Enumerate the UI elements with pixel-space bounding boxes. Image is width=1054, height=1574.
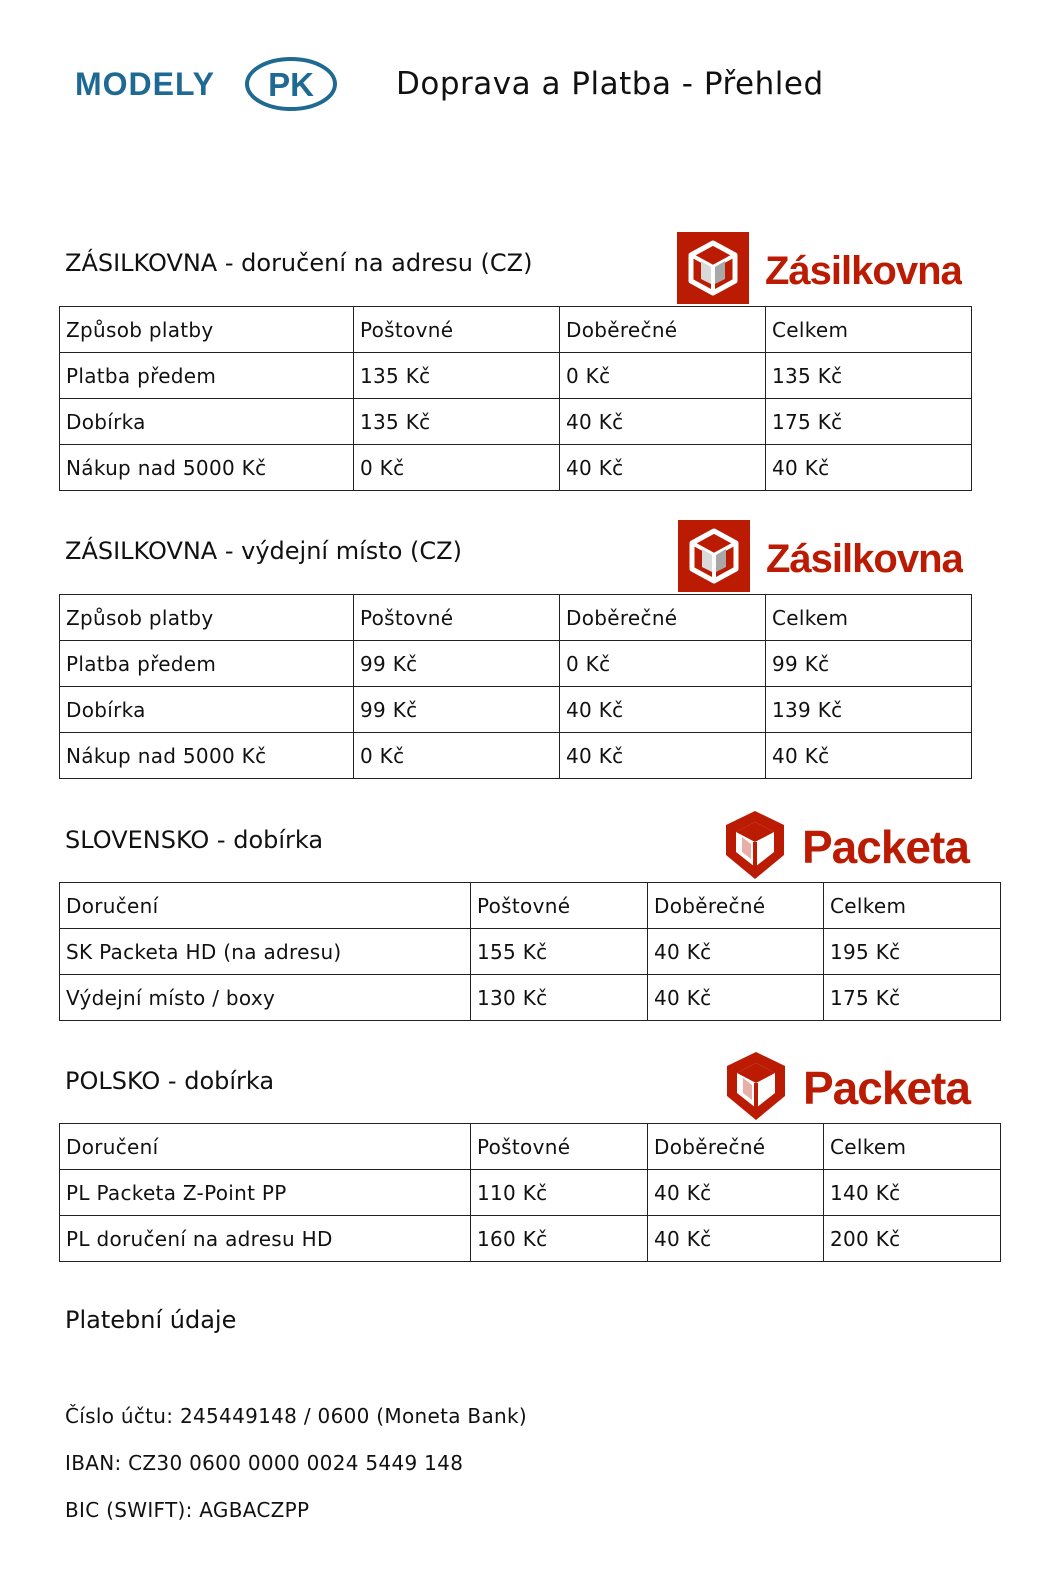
header-cell: Doručení xyxy=(60,1124,471,1170)
rates-table-zasilkovna-address xyxy=(59,306,972,491)
table-cell: 140 Kč xyxy=(824,1170,1001,1216)
section-title-polsko: POLSKO - dobírka xyxy=(65,1067,275,1095)
header-cell: Doběrečné xyxy=(648,883,824,929)
header-cell: Doručení xyxy=(60,883,471,929)
section-title-zasilkovna-address: ZÁSILKOVNA - doručení na adresu (CZ) xyxy=(65,249,533,277)
header-cell: Doběrečné xyxy=(648,1124,824,1170)
table-cell: 40 Kč xyxy=(648,1170,824,1216)
header-cell: Poštovné xyxy=(354,595,560,641)
table-cell: 40 Kč xyxy=(766,445,972,491)
table-cell: 40 Kč xyxy=(560,399,766,445)
table-cell: Dobírka xyxy=(60,687,354,733)
zasilkovna-logo-text: Zásilkovna xyxy=(766,537,963,581)
table-cell: Platba předem xyxy=(60,641,354,687)
zasilkovna-logo-text: Zásilkovna xyxy=(765,249,962,293)
table-cell: SK Packeta HD (na adresu) xyxy=(60,929,471,975)
table-cell: Platba předem xyxy=(60,353,354,399)
header-cell: Celkem xyxy=(824,1124,1001,1170)
section-title-zasilkovna-pickup: ZÁSILKOVNA - výdejní místo (CZ) xyxy=(65,537,462,565)
table-cell: 175 Kč xyxy=(766,399,972,445)
table-cell: 99 Kč xyxy=(354,687,560,733)
table-row xyxy=(60,733,972,779)
table-cell: 175 Kč xyxy=(824,975,1001,1021)
table-cell: 200 Kč xyxy=(824,1216,1001,1262)
table-cell: 0 Kč xyxy=(354,733,560,779)
table-cell: 155 Kč xyxy=(471,929,648,975)
table-cell: 139 Kč xyxy=(766,687,972,733)
packeta-logo xyxy=(723,1049,978,1123)
table-row xyxy=(60,975,1001,1021)
rates-table-polsko xyxy=(59,1123,1001,1262)
table-cell: Dobírka xyxy=(60,399,354,445)
header-cell: Způsob platby xyxy=(60,595,354,641)
table-cell: 40 Kč xyxy=(766,733,972,779)
table-row xyxy=(60,687,972,733)
packeta-logo-text: Packeta xyxy=(803,1062,970,1114)
header-cell: Poštovné xyxy=(471,883,648,929)
table-cell: 40 Kč xyxy=(560,733,766,779)
table-cell: Výdejní místo / boxy xyxy=(60,975,471,1021)
table-cell: 0 Kč xyxy=(560,641,766,687)
table-cell: 135 Kč xyxy=(354,399,560,445)
table-row xyxy=(60,1216,1001,1262)
table-cell: 110 Kč xyxy=(471,1170,648,1216)
iban: IBAN: CZ30 0600 0000 0024 5449 148 xyxy=(65,1451,464,1475)
table-cell: 0 Kč xyxy=(560,353,766,399)
table-cell: 99 Kč xyxy=(354,641,560,687)
table-row xyxy=(60,1170,1001,1216)
rates-table-zasilkovna-pickup xyxy=(59,594,972,779)
header-cell: Doběrečné xyxy=(560,307,766,353)
table-cell: 40 Kč xyxy=(648,1216,824,1262)
table-cell: PL doručení na adresu HD xyxy=(60,1216,471,1262)
table-cell: 40 Kč xyxy=(648,929,824,975)
account-number: Číslo účtu: 245449148 / 0600 (Moneta Bank) xyxy=(65,1404,527,1428)
table-cell: 0 Kč xyxy=(354,445,560,491)
header-cell: Doběrečné xyxy=(560,595,766,641)
header-cell: Celkem xyxy=(766,595,972,641)
table-header-row xyxy=(60,1124,1001,1170)
table-cell: 99 Kč xyxy=(766,641,972,687)
brand-text: MODELY xyxy=(75,66,215,102)
zasilkovna-logo xyxy=(678,520,963,592)
bic-swift: BIC (SWIFT): AGBACZPP xyxy=(65,1498,310,1522)
header-cell: Celkem xyxy=(824,883,1001,929)
table-row xyxy=(60,929,1001,975)
table-cell: Nákup nad 5000 Kč xyxy=(60,733,354,779)
table-cell: PL Packeta Z-Point PP xyxy=(60,1170,471,1216)
table-row xyxy=(60,353,972,399)
table-header-row xyxy=(60,307,972,353)
header-cell: Celkem xyxy=(766,307,972,353)
zasilkovna-logo xyxy=(677,232,962,304)
rates-table-slovensko xyxy=(59,882,1001,1021)
table-row xyxy=(60,445,972,491)
header-cell: Poštovné xyxy=(471,1124,648,1170)
table-cell: 160 Kč xyxy=(471,1216,648,1262)
table-cell: 40 Kč xyxy=(560,687,766,733)
table-cell: 135 Kč xyxy=(766,353,972,399)
table-cell: 135 Kč xyxy=(354,353,560,399)
table-row xyxy=(60,641,972,687)
table-cell: 130 Kč xyxy=(471,975,648,1021)
payment-title: Platební údaje xyxy=(65,1306,237,1334)
table-cell: 195 Kč xyxy=(824,929,1001,975)
packeta-logo xyxy=(722,808,977,882)
page-title: Doprava a Platba - Přehled xyxy=(396,66,824,102)
table-cell: Nákup nad 5000 Kč xyxy=(60,445,354,491)
modely-pk-logo xyxy=(75,55,340,113)
header-cell: Způsob platby xyxy=(60,307,354,353)
table-cell: 40 Kč xyxy=(648,975,824,1021)
table-row xyxy=(60,399,972,445)
table-header-row xyxy=(60,595,972,641)
section-title-slovensko: SLOVENSKO - dobírka xyxy=(65,826,324,854)
header-cell: Poštovné xyxy=(354,307,560,353)
table-header-row xyxy=(60,883,1001,929)
packeta-logo-text: Packeta xyxy=(802,821,969,873)
brand-badge: PK xyxy=(268,66,314,103)
table-cell: 40 Kč xyxy=(560,445,766,491)
